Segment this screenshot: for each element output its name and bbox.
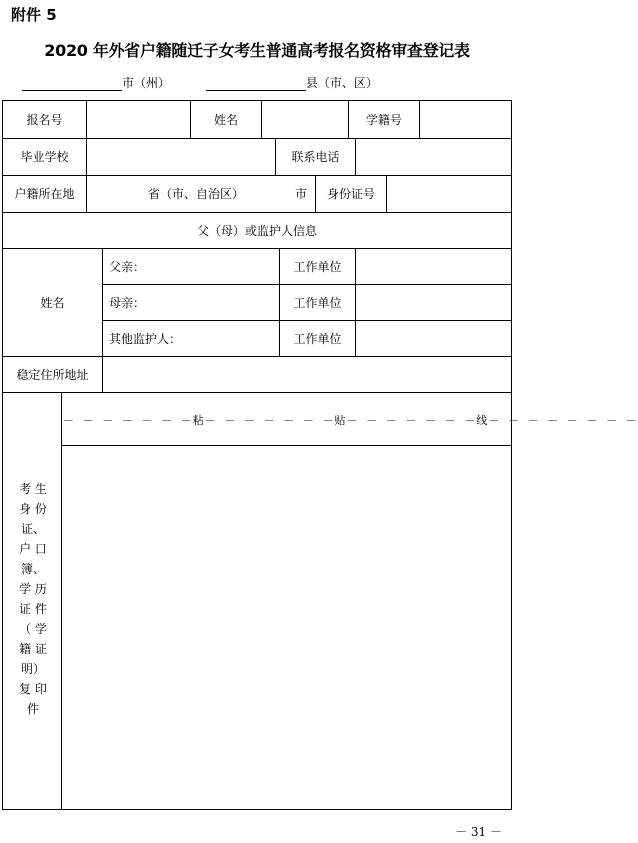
mother-work-unit-label: 工作单位 bbox=[293, 295, 342, 310]
copies-label: 考 生 身 份 证、 户 口 簿、 学 历 证 件 （ 学 籍 证 明） 复 印 件 bbox=[19, 482, 47, 716]
student-id-label: 学籍号 bbox=[365, 113, 402, 127]
guardian-section-header: 父（母）或监护人信息 bbox=[196, 223, 317, 238]
page-number: － 31 － bbox=[455, 825, 502, 839]
name-field[interactable] bbox=[262, 101, 348, 138]
id-card-label: 身份证号 bbox=[326, 187, 375, 201]
student-id-field[interactable] bbox=[420, 101, 511, 138]
city-suffix-label: 市 bbox=[295, 187, 308, 201]
paste-line: － － － － － － －粘－ － － － － － －贴－ － － － － － －线－ － － － － － － － bbox=[63, 414, 638, 427]
father-label: 父亲： bbox=[109, 259, 146, 274]
location-line bbox=[22, 74, 378, 91]
col-divider bbox=[102, 248, 103, 356]
paste-area[interactable] bbox=[62, 446, 511, 809]
row-divider bbox=[3, 392, 511, 393]
address-label: 稳定住所地址 bbox=[16, 367, 89, 382]
other-guardian-label: 其他监护人： bbox=[109, 331, 182, 346]
page-title: 2020 年外省户籍随迁子女考生普通高考报名资格审查登记表 bbox=[44, 41, 470, 60]
reg-no-field[interactable] bbox=[87, 101, 190, 138]
father-work-unit-label: 工作单位 bbox=[293, 259, 342, 274]
other-work-unit-label: 工作单位 bbox=[293, 331, 342, 346]
county-blank[interactable] bbox=[206, 78, 306, 91]
school-field[interactable] bbox=[87, 138, 275, 175]
province-label: 省（市、自治区） bbox=[148, 187, 245, 201]
mother-label: 母亲： bbox=[109, 295, 146, 310]
id-card-field[interactable] bbox=[387, 175, 511, 212]
name-label: 姓名 bbox=[213, 113, 238, 127]
registration-form bbox=[2, 100, 638, 810]
city-label: 市（州） bbox=[122, 76, 171, 90]
attachment-label: 附件 5 bbox=[11, 6, 57, 24]
county-label: 县（市、区） bbox=[305, 76, 378, 90]
guardian-name-label: 姓名 bbox=[40, 295, 65, 310]
reg-no-label: 报名号 bbox=[26, 113, 63, 127]
phone-field[interactable] bbox=[356, 138, 511, 175]
other-work-unit-field[interactable] bbox=[356, 320, 511, 356]
school-label: 毕业学校 bbox=[20, 150, 69, 164]
household-label: 户籍所在地 bbox=[14, 187, 75, 201]
address-field[interactable] bbox=[103, 356, 511, 392]
city-blank[interactable] bbox=[22, 78, 122, 91]
col-divider bbox=[86, 175, 87, 212]
mother-work-unit-field[interactable] bbox=[356, 284, 511, 320]
phone-label: 联系电话 bbox=[291, 150, 340, 164]
father-work-unit-field[interactable] bbox=[356, 248, 511, 284]
